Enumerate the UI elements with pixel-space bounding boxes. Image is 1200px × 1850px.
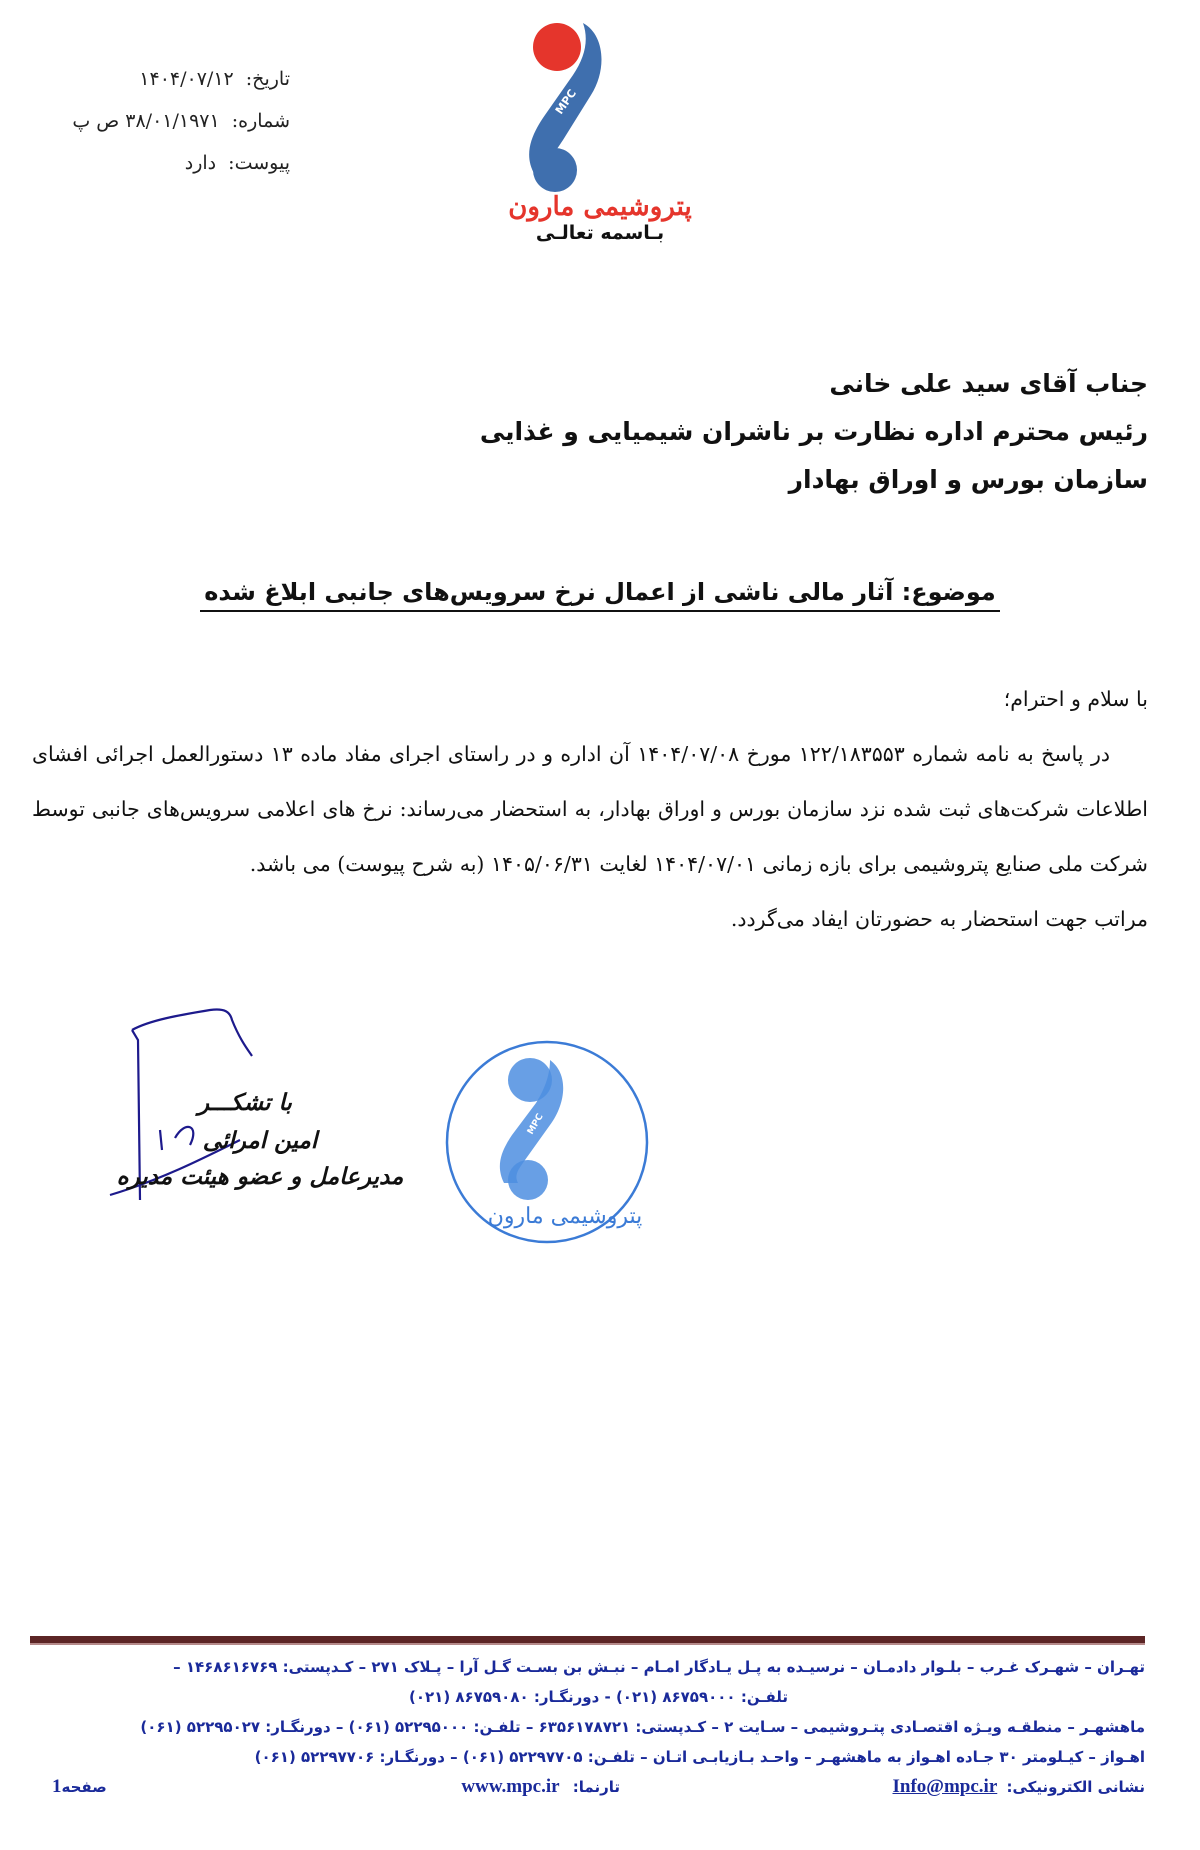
footer-address-ahvaz: اهـواز – کیـلومتر ۳۰ جـاده اهـواز به ماهشهـر – واحـد بـازیابـی اتـان – تلفـن: ۵۲۲۹۷۷۰۵ (۰۶۱) – دورنگـار: ۵۲۲۹۷۷۰۶ (۰۶۱)	[254, 1748, 1145, 1766]
number-value: ۳۸/۰۱/۱۹۷۱ ص پ	[72, 110, 220, 132]
logo-brand-text: پتروشیمی مارون	[508, 192, 692, 222]
stamp-brand-text: پتروشیمی مارون	[487, 1204, 643, 1229]
greeting: با سلام و احترام؛	[1003, 687, 1148, 711]
website-link[interactable]: www.mpc.ir	[461, 1776, 560, 1797]
attachment-value: دارد	[184, 152, 217, 174]
number-label: شماره:	[231, 110, 290, 132]
letter-attachment	[40, 142, 290, 184]
footer-website	[461, 1772, 620, 1802]
date-label: تاریخ:	[245, 68, 290, 90]
signature-block	[90, 1090, 430, 1190]
company-logo	[505, 15, 692, 225]
attachment-label: پیوست:	[228, 152, 290, 174]
addressee-position: رئیس محترم اداره نظارت بر ناشران شیمیایی و غذایی	[479, 417, 1148, 446]
footer-contact-row	[52, 1772, 1145, 1802]
letter-body	[32, 672, 1148, 947]
letterhead-footer	[52, 1652, 1145, 1802]
signature-thanks: با تشکـــر	[198, 1090, 292, 1116]
signatory-title: مدیرعامل و عضو هیئت مدیره	[116, 1164, 404, 1190]
addressee-block	[480, 360, 1148, 504]
footer-divider	[30, 1636, 1145, 1645]
logo-blue-dot	[533, 148, 577, 192]
signatory-name: امین امرائی	[202, 1128, 318, 1154]
body-paragraph: در پاسخ به نامه شماره ۱۲۲/۱۸۳۵۵۳ مورخ ۱۴۰۴/۰۷/۰۸ آن اداره و در راستای اجرای مفاد ماده ۱۳ دستورالعمل اجرائی افشای اطلاعات شرکت‌های ثبت شده نزد سازمان بورس و اوراق بهادار، به استحضار می‌رساند: نرخ های اعلامی سرویس‌های جانبی توسط شرکت ملی صنایع پتروشیمی برای بازه زمانی ۱۴۰۴/۰۷/۰۱ لغایت ۱۴۰۵/۰۶/۳۱ (به شرح پیوست) می باشد.	[32, 742, 1148, 876]
letter-number	[40, 100, 290, 142]
letter-date	[40, 58, 290, 100]
page-indicator	[52, 1772, 107, 1802]
footer-phone-tehran: تلفـن: ۸۶۷۵۹۰۰۰ (۰۲۱) - دورنگـار: ۸۶۷۵۹۰۸۰ (۰۲۱)	[408, 1688, 788, 1706]
logo-red-dot	[533, 23, 581, 71]
addressee-organization: سازمان بورس و اوراق بهادار	[788, 465, 1148, 494]
stamp-mpc-text: MPC	[525, 1112, 546, 1137]
footer-email	[893, 1772, 1146, 1802]
footer-address-tehran: تهـران – شهـرک غـرب – بلـوار دادمـان – نرسیـده به پـل یـادگار امـام – نبـش بن بسـت گـل آرا – پـلاک ۲۷۱ – کـدپستی: ۱۴۶۸۶۱۶۷۶۹ –	[173, 1658, 1145, 1676]
date-value: ۱۴۰۴/۰۷/۱۲	[139, 68, 234, 90]
footer-address-mahshahr: ماهشهـر – منطقـه ویـژه اقتصـادی پتـروشیمی – سـایت ۲ – کـدپستی: ۶۳۵۶۱۷۸۷۲۱ – تلفـن: ۵۲۲۹۵۰۰۰ (۰۶۱) – دورنگـار: ۵۲۲۹۵۰۲۷ (۰۶۱)	[140, 1718, 1145, 1736]
addressee-name: جناب آقای سید علی خانی	[829, 369, 1148, 398]
subject-text: موضوع: آثار مالی ناشی از اعمال نرخ سرویس‌های جانبی ابلاغ شده	[200, 578, 1000, 612]
stamp-lower-dot	[508, 1160, 548, 1200]
website-label: تارنما:	[572, 1778, 620, 1796]
logo-mpc-text: MPC	[552, 87, 579, 117]
letter-meta	[40, 58, 290, 184]
email-link[interactable]: Info@mpc.ir	[892, 1776, 998, 1797]
closing-sentence: مراتب جهت استحضار به حضورتان ایفاد می‌گردد.	[730, 907, 1148, 931]
page-number: 1	[52, 1776, 62, 1797]
subject-line	[0, 578, 1200, 612]
email-label: نشانی الکترونیکی:	[1006, 1778, 1145, 1796]
company-stamp	[440, 1035, 655, 1250]
page-label: صفحه	[61, 1778, 107, 1796]
invocation: بـاسمه تعالـی	[535, 222, 665, 244]
